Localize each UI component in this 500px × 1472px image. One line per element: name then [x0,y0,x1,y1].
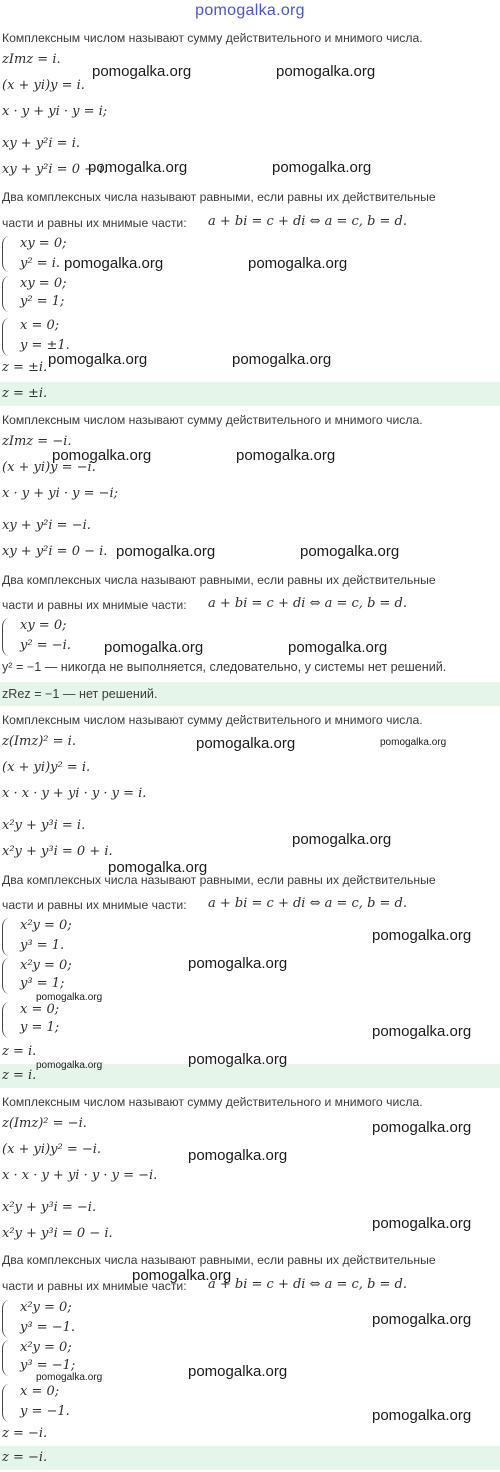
watermark-text: pomogalka.org [36,1060,103,1071]
block4-system3-line2: y = −1. [20,1404,70,1419]
block4-result: z = −i. [2,1426,48,1441]
block4-system1-line2: y³ = −1. [20,1320,76,1335]
block4-equality-rule-2: части и равны их мнимые части: [2,1279,187,1293]
watermark-text: pomogalka.org [196,735,296,752]
block3-step-4: x²y + y³i = 0 + i. [2,844,113,859]
block2-step-4: xy + y²i = 0 − i. [2,544,108,559]
block3-equality-rule-2: части и равны их мнимые части: [2,898,187,912]
watermark-text: pomogalka.org [232,351,332,368]
watermark-text: pomogalka.org [104,639,204,656]
watermark-text: pomogalka.org [188,1147,288,1164]
watermark-text: pomogalka.org [48,351,148,368]
block3-step-3: x²y + y³i = i. [2,818,86,833]
block3-system3-line1: x = 0; [20,1002,60,1017]
block1-step-3: xy + y²i = i. [2,136,80,151]
block1-given: zImz = i. [2,52,61,67]
block2-equality-rule: Два комплексных числа называют равными, если равны их действительные [2,573,436,587]
watermark-text: pomogalka.org [36,992,103,1003]
block2-system1-brace [2,618,9,656]
watermark-text: pomogalka.org [236,447,336,464]
watermark-text: pomogalka.org [372,1119,472,1136]
block2-conclusion: y² = −1 — никогда не выполняется, следовательно, у системы нет решений. [2,660,447,674]
block4-answer: z = −i. [2,1450,48,1465]
block1-system1-line2: y² = i. [20,256,61,271]
block3-system2-brace [2,958,9,994]
block3-system3-brace [2,1002,9,1038]
watermark-text: pomogalka.org [188,1363,288,1380]
block1-system3-line1: x = 0; [20,318,60,333]
block2-step-3: xy + y²i = −i. [2,518,91,533]
block3-equality-formula: a + bi = c + di ⇔ a = c, b = d. [208,896,408,911]
block1-answer: z = ±i. [2,386,48,401]
block4-equality-rule: Два комплексных числа называют равными, если равны их действительные [2,1253,436,1267]
block4-given: z(Imz)² = −i. [2,1116,87,1131]
block4-system3-line1: x = 0; [20,1384,60,1399]
block3-system1-line1: x²y = 0; [20,918,72,933]
block3-system1-line2: y³ = 1. [20,938,65,953]
block3-result: z = i. [2,1044,37,1059]
block1-equality-rule-2: части и равны их мнимые части: [2,216,187,230]
block1-system1-brace [2,236,9,272]
watermark-text: pomogalka.org [116,543,216,560]
watermark-text: pomogalka.org [372,1215,472,1232]
block1-system3-line2: y = ±1. [20,338,70,353]
watermark-text: pomogalka.org [52,447,152,464]
watermark-text: pomogalka.org [372,927,472,944]
watermark-text: pomogalka.org [36,1372,103,1383]
block4-system2-line2: y³ = −1; [20,1358,76,1373]
block1-intro: Комплексным числом называют сумму действительного и мнимого числа. [2,31,423,45]
watermark-text: pomogalka.org [64,255,164,272]
watermark-text: pomogalka.org [272,159,372,176]
block1-system2-line1: xy = 0; [20,276,67,291]
block1-system2-line2: y² = 1; [20,294,65,309]
block3-given: z(Imz)² = i. [2,734,76,749]
block3-system2-line2: y³ = 1; [20,976,65,991]
watermark-text: pomogalka.org [188,1051,288,1068]
watermark-text: pomogalka.org [188,955,288,972]
watermark-text: pomogalka.org [108,859,208,876]
block1-step-2: x · y + yi · y = i; [2,104,108,119]
block4-step-1: (x + yi)y² = −i. [2,1142,102,1157]
block2-step-1: (x + yi)y = −i. [2,460,96,475]
block1-step-4: xy + y²i = 0 + i. [2,162,108,177]
block2-system1-line1: xy = 0; [20,618,67,633]
watermark-text: pomogalka.org [300,543,400,560]
watermark-text: pomogalka.org [92,63,192,80]
block4-step-3: x²y + y³i = −i. [2,1200,97,1215]
watermark-text: pomogalka.org [372,1407,472,1424]
block1-step-1: (x + yi)y = i. [2,78,85,93]
block1-equality-rule: Два комплексных числа называют равными, если равны их действительные [2,190,436,204]
block3-system3-line2: y = 1; [20,1020,60,1035]
block4-system3-brace [2,1384,9,1422]
block4-system1-brace [2,1300,9,1338]
block4-step-2: x · x · y + yi · y · y = −i. [2,1168,158,1183]
block4-equality-formula: a + bi = c + di ⇔ a = c, b = d. [208,1277,408,1292]
block3-equality-rule: Два комплексных числа называют равными, если равны их действительные [2,873,436,887]
block4-answer-bar [0,1446,500,1470]
block1-result: z = ±i. [2,360,48,375]
block1-system3-brace [2,318,9,356]
block2-equality-rule-2: части и равны их мнимые части: [2,598,187,612]
watermark-text: pomogalka.org [248,255,348,272]
block1-system1-line1: xy = 0; [20,236,67,251]
block1-answer-bar [0,382,500,406]
block2-answer: zRez = −1 — нет решений. [2,687,158,701]
block3-step-1: (x + yi)y² = i. [2,760,91,775]
block2-system1-line2: y² = −i. [20,638,71,653]
block3-step-2: x · x · y + yi · y · y = i. [2,786,147,801]
block4-step-4: x²y + y³i = 0 − i. [2,1226,113,1241]
block2-given: zImz = −i. [2,434,72,449]
block3-system1-brace [2,918,9,956]
watermark-text: pomogalka.org [380,737,447,748]
watermark-text: pomogalka.org [372,1023,472,1040]
block3-intro: Комплексным числом называют сумму действительного и мнимого числа. [2,713,423,727]
watermark-text: pomogalka.org [88,159,188,176]
block4-system2-line1: x²y = 0; [20,1340,72,1355]
watermark-text: pomogalka.org [132,1267,232,1284]
block4-system1-line1: x²y = 0; [20,1300,72,1315]
block1-system2-brace [2,276,9,312]
block3-system2-line1: x²y = 0; [20,958,72,973]
block2-equality-formula: a + bi = c + di ⇔ a = c, b = d. [208,596,408,611]
watermark-text: pomogalka.org [288,639,388,656]
block4-system2-brace [2,1340,9,1376]
block2-intro: Комплексным числом называют сумму действительного и мнимого числа. [2,413,423,427]
watermark-text: pomogalka.org [372,1311,472,1328]
watermark-text: pomogalka.org [276,63,376,80]
block2-step-2: x · y + yi · y = −i; [2,486,119,501]
watermark-text: pomogalka.org [292,831,392,848]
block3-answer: z = i. [2,1068,37,1083]
site-header-link[interactable]: pomogalka.org [195,2,305,19]
block1-equality-formula: a + bi = c + di ⇔ a = c, b = d. [208,214,408,229]
block4-intro: Комплексным числом называют сумму действительного и мнимого числа. [2,1095,423,1109]
